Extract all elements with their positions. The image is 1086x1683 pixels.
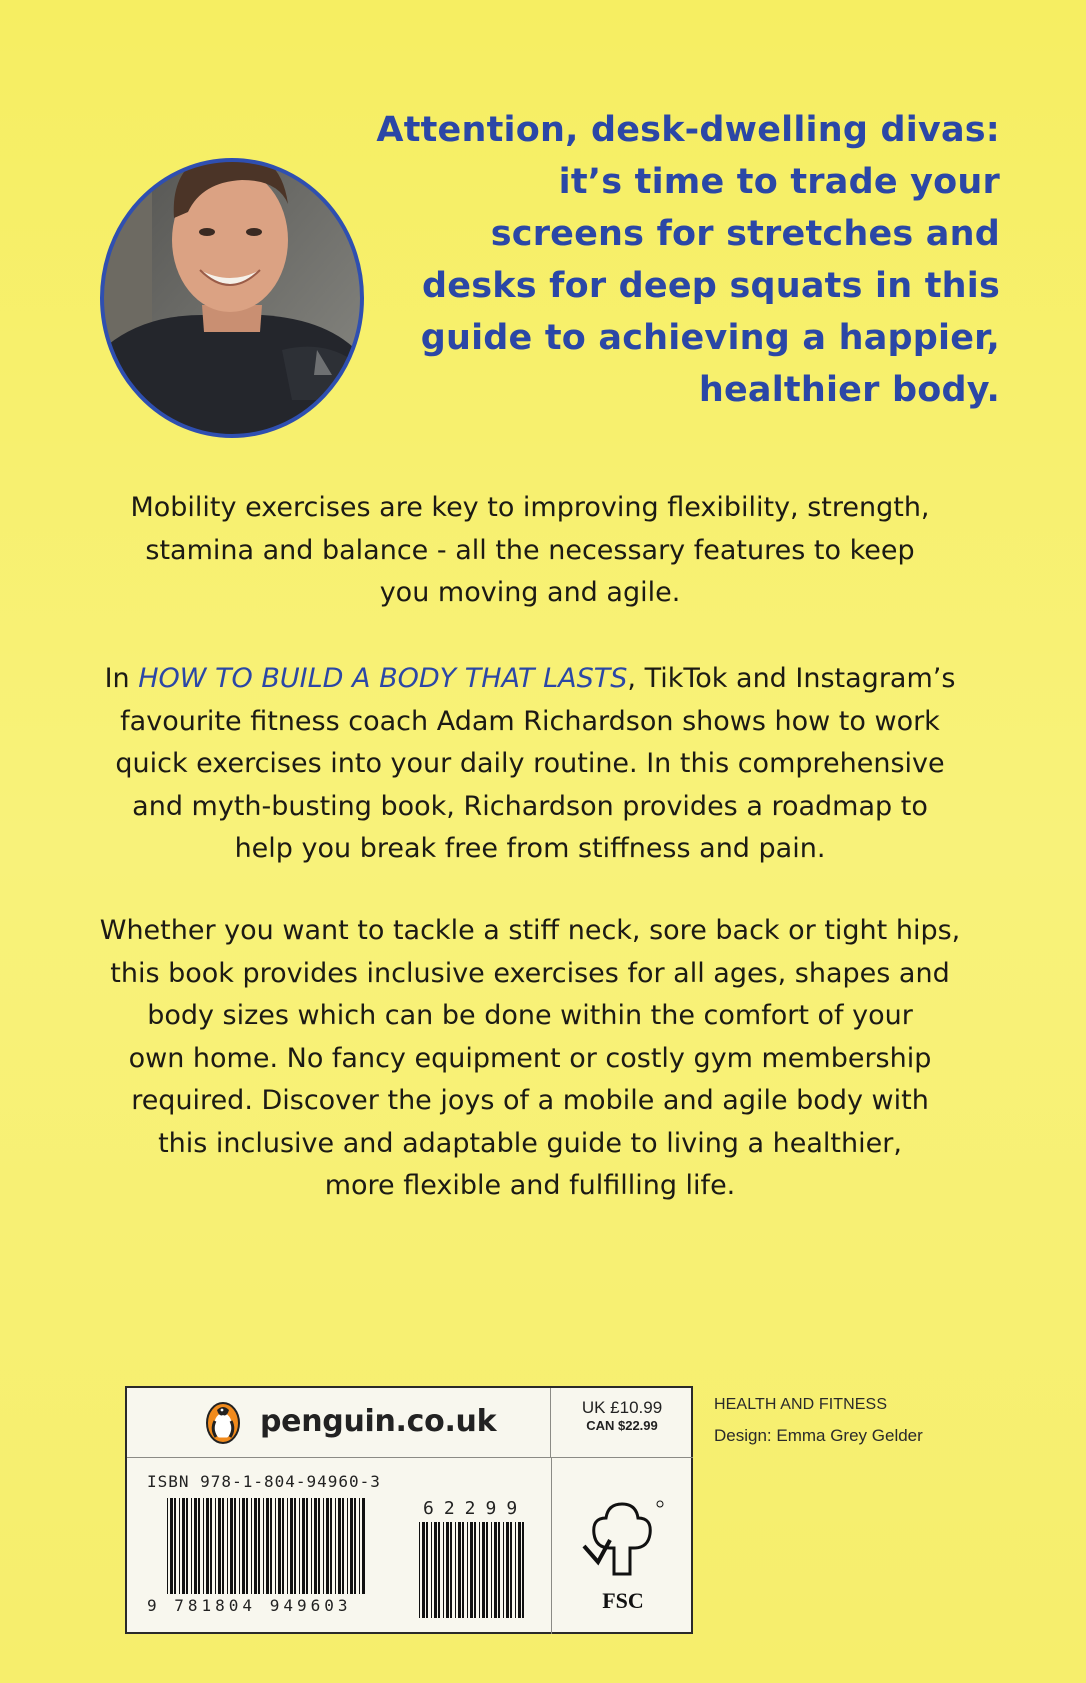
barcode-bar <box>246 1498 248 1594</box>
author-portrait <box>92 100 372 438</box>
barcode-bar <box>206 1498 209 1594</box>
book-title: HOW TO BUILD A BODY THAT LASTS <box>138 663 628 694</box>
barcode-bar <box>438 1522 440 1618</box>
barcode-bar <box>350 1498 353 1594</box>
barcode-bar <box>294 1498 296 1594</box>
barcode-bar <box>290 1498 293 1594</box>
barcode-bar <box>335 1498 336 1594</box>
barcode-bar <box>491 1522 492 1618</box>
barcode-bar <box>182 1498 185 1594</box>
barcode-bar <box>522 1522 524 1618</box>
barcode-bar <box>222 1498 224 1594</box>
barcode-bar <box>186 1498 188 1594</box>
price-can: CAN $22.99 <box>586 1418 658 1433</box>
barcode-bar <box>362 1498 365 1594</box>
credits <box>714 1396 923 1446</box>
barcode-bar <box>422 1522 425 1618</box>
paragraph-line: Mobility exercises are key to improving flexibility, strength, <box>130 492 930 523</box>
barcode-bar <box>426 1522 428 1618</box>
barcode-bar <box>282 1498 284 1594</box>
barcode-bar <box>470 1522 473 1618</box>
barcode-bar <box>218 1498 221 1594</box>
headline-line: Attention, desk-dwelling divas: <box>376 110 1000 150</box>
barcode-bar <box>311 1498 312 1594</box>
headline-line: desks for deep squats in this <box>422 266 1000 306</box>
barcode-bar <box>342 1498 344 1594</box>
barcode-bar <box>170 1498 173 1594</box>
barcode-bar <box>198 1498 200 1594</box>
barcode-bar <box>518 1522 521 1618</box>
category-label: HEALTH AND FITNESS <box>714 1396 888 1413</box>
paragraph-line: required. Discover the joys of a mobile and agile body with <box>131 1085 929 1116</box>
paragraph-line: this inclusive and adaptable guide to living a healthier, <box>158 1127 902 1159</box>
barcode-bar <box>510 1522 512 1618</box>
barcode-bar <box>191 1498 192 1594</box>
barcode-bar <box>263 1498 264 1594</box>
paragraph-line: quick exercises into your daily routine. In this comprehensive <box>115 748 945 779</box>
barcode-bar <box>419 1522 420 1618</box>
barcode-bar <box>446 1522 449 1618</box>
barcode-bar <box>330 1498 332 1594</box>
design-credit: Design: Emma Grey Gelder <box>714 1426 923 1445</box>
barcode-bar <box>254 1498 257 1594</box>
paragraph-line: body sizes which can be done within the comfort of your <box>147 1000 913 1031</box>
barcode-bar <box>227 1498 228 1594</box>
line-suffix: , TikTok and Instagram’s <box>627 663 956 694</box>
barcode-bar <box>215 1498 216 1594</box>
penguin-logo-icon <box>205 1401 241 1445</box>
barcode-bar <box>266 1498 269 1594</box>
barcode-bar <box>251 1498 252 1594</box>
headline-line: guide to achieving a happier, <box>420 318 1000 358</box>
barcode-digits: 9 781804 949603 <box>147 1596 352 1615</box>
barcode-bar <box>515 1522 516 1618</box>
barcode-bar <box>299 1498 300 1594</box>
fsc-logo-icon <box>580 1496 664 1588</box>
barcode-bar <box>174 1498 176 1594</box>
barcode-bar <box>443 1522 444 1618</box>
barcode-bar <box>302 1498 305 1594</box>
barcode-bar <box>179 1498 180 1594</box>
barcode-bar <box>314 1498 317 1594</box>
barcode-bar <box>462 1522 464 1618</box>
publisher-cell <box>127 1388 551 1458</box>
line-prefix: In <box>104 663 139 694</box>
barcode-bar <box>242 1498 245 1594</box>
barcode-bar <box>498 1522 500 1618</box>
paragraph-line: help you break free from stiffness and pain. <box>234 833 826 864</box>
barcode-bar <box>239 1498 240 1594</box>
barcode-bar <box>234 1498 236 1594</box>
barcode-bar <box>506 1522 509 1618</box>
barcode <box>167 1498 367 1608</box>
paragraph-line <box>60 658 1000 701</box>
barcode-bar <box>359 1498 360 1594</box>
addon-digits: 62299 <box>423 1498 528 1519</box>
barcode-bar <box>270 1498 272 1594</box>
barcode-bar <box>467 1522 468 1618</box>
headline-line: it’s time to trade your <box>558 162 1000 202</box>
paragraph-line: favourite fitness coach Adam Richardson shows how to work <box>120 705 940 737</box>
barcode-bar <box>326 1498 329 1594</box>
website-link[interactable]: penguin.co.uk <box>260 1404 497 1439</box>
barcode-bar <box>347 1498 348 1594</box>
headline-line: healthier body. <box>698 370 1000 410</box>
paragraph-line: and myth-busting book, Richardson provides a roadmap to <box>132 790 928 822</box>
barcode-bar <box>210 1498 212 1594</box>
paragraph-line: own home. No fancy equipment or costly gym membership <box>128 1042 932 1074</box>
barcode-bar <box>194 1498 197 1594</box>
barcode-bar <box>278 1498 281 1594</box>
barcode-bar <box>434 1522 437 1618</box>
barcode-bar <box>275 1498 276 1594</box>
fsc-cell <box>551 1458 693 1634</box>
barcode-bar <box>258 1498 260 1594</box>
isbn-label: ISBN 978-1-804-94960-3 <box>147 1472 381 1491</box>
barcode-bar <box>230 1498 233 1594</box>
barcode-bar <box>323 1498 324 1594</box>
barcode-bar <box>482 1522 485 1618</box>
paragraph-book <box>60 658 1000 871</box>
barcode-bar <box>318 1498 320 1594</box>
paragraph-line: you moving and agile. <box>379 577 681 608</box>
barcode-bar <box>338 1498 341 1594</box>
barcode-bar <box>503 1522 504 1618</box>
barcode-bar <box>450 1522 452 1618</box>
barcode-bar <box>479 1522 480 1618</box>
price-uk: UK £10.99 <box>581 1398 663 1417</box>
paragraph-line: more flexible and fulfilling life. <box>324 1170 736 1201</box>
price-cell <box>551 1388 693 1458</box>
barcode-bar <box>455 1522 456 1618</box>
paragraph-intro <box>60 487 1000 615</box>
paragraph-line: this book provides inclusive exercises for all ages, shapes and <box>110 957 950 989</box>
barcode-bar <box>474 1522 476 1618</box>
barcode-box <box>125 1386 693 1634</box>
fsc-label: FSC <box>602 1588 644 1613</box>
headline <box>360 104 1000 416</box>
paragraph-line: stamina and balance - all the necessary features to keep <box>145 534 915 566</box>
paragraph-benefits <box>60 910 1000 1208</box>
barcode-bar <box>458 1522 461 1618</box>
barcode-bar <box>287 1498 288 1594</box>
addon-barcode <box>419 1522 529 1618</box>
barcode-bar <box>306 1498 308 1594</box>
paragraph-line: Whether you want to tackle a stiff neck, sore back or tight hips, <box>99 915 961 946</box>
barcode-bar <box>203 1498 204 1594</box>
barcode-bar <box>486 1522 488 1618</box>
barcode-bar <box>354 1498 356 1594</box>
barcode-bar <box>494 1522 497 1618</box>
headline-line: screens for stretches and <box>490 214 1000 254</box>
barcode-bar <box>431 1522 432 1618</box>
barcode-bar <box>167 1498 168 1594</box>
